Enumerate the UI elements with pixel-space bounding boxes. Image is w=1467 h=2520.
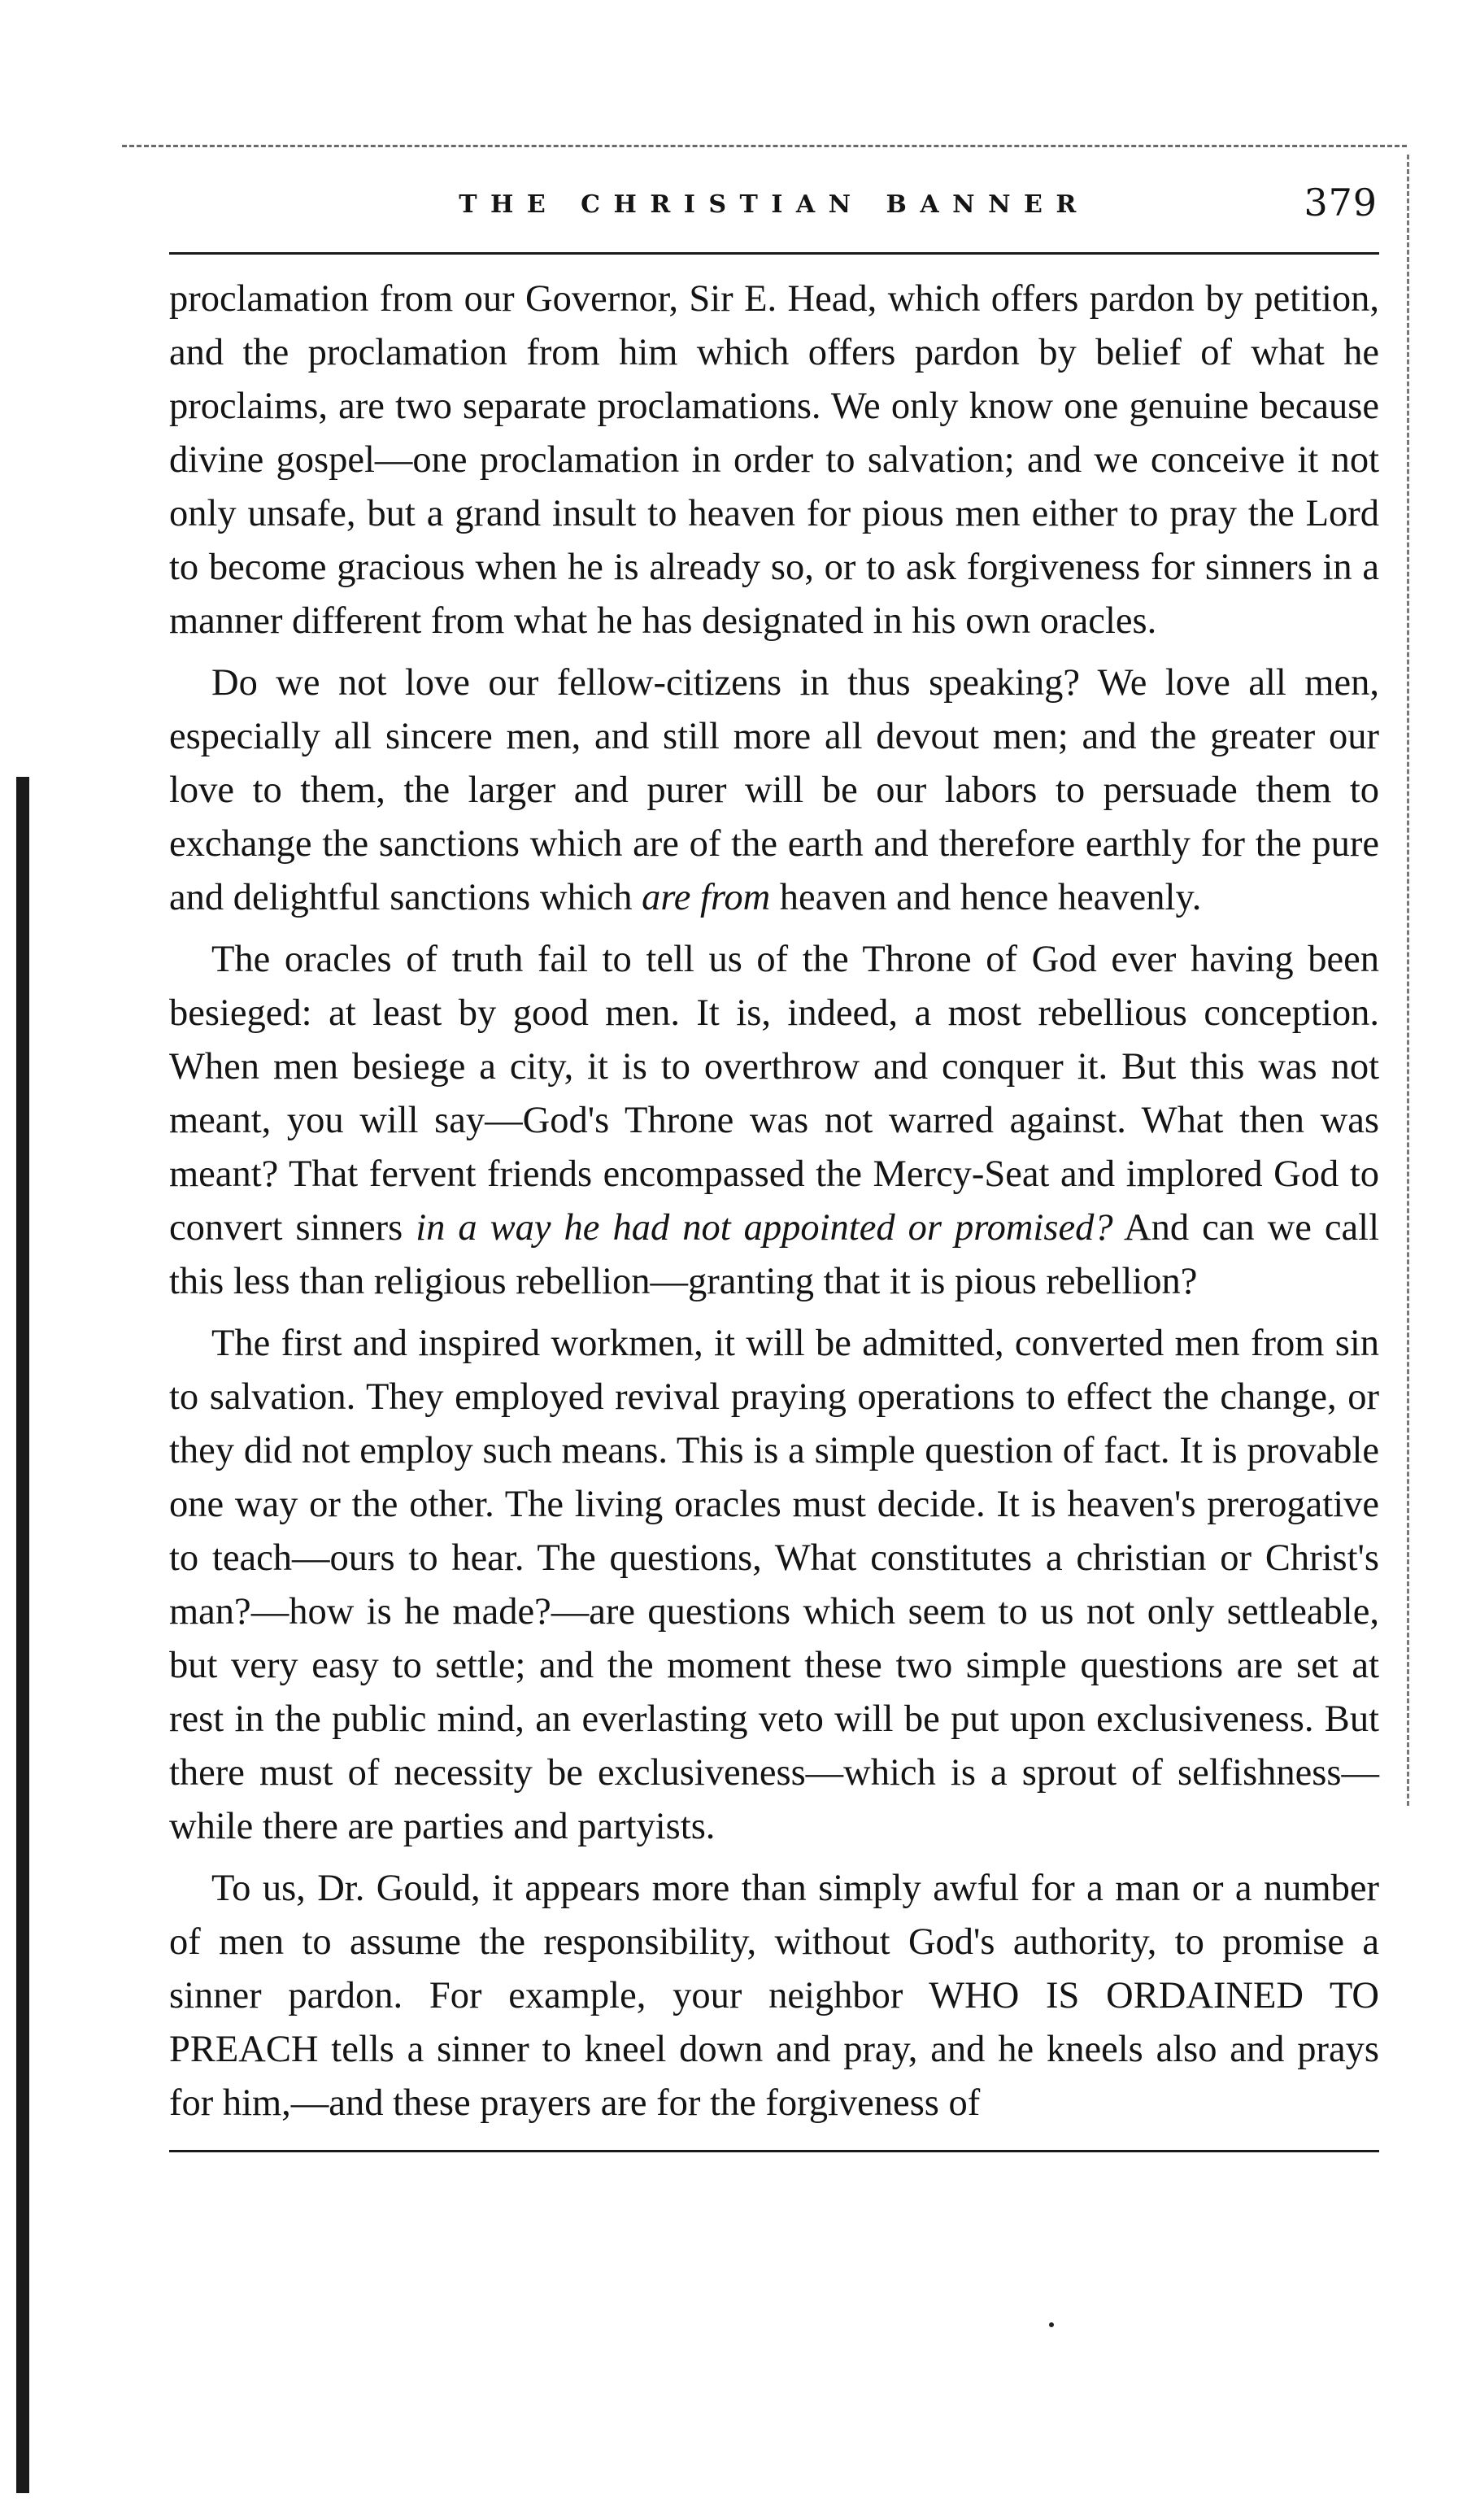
scan-right-edge (1407, 155, 1409, 1806)
paragraph-3-text-a: The oracles of truth fail to tell us of the Throne of God ever having been besieged: at least by good men. It is, indeed, a most rebellious conception. When men besiege a city, it is to overthrow and conquer it. But this was not meant, you will say—God's Throne was not warred against. What then was meant? That fervent friends encompassed the Mercy-Seat and implored God to convert sinners (169, 939, 1379, 1249)
paragraph-4 (169, 1317, 1379, 1854)
paragraph-1 (169, 272, 1379, 648)
running-title: THE CHRISTIAN BANNER (459, 190, 1090, 219)
page-header (169, 163, 1379, 244)
paragraph-2-text-a: Do we not love our fellow-citizens in thus speaking? We love all men, especially all sincere men, and still more all devout men; and the greater our love to them, the larger and purer will be our labors to persuade them to exchange the sanctions which are of the earth and therefore earthly for the pure and delightful sanctions which (169, 662, 1379, 918)
page-number: 379 (1304, 181, 1378, 225)
body-text (169, 272, 1379, 2130)
paragraph-1-text: proclamation from our Governor, Sir E. Head, which offers pardon by petition, and the proclamation from him which offers pardon by belief of what he proclaims, are two separate proclamations. We only know one genuine because divine gospel—one proclamation in order to salvation; and we conceive it not only unsafe, but a grand insult to heaven for pious men either to pray the Lord to become gracious when he is already so, or to ask forgiveness for sinners in a manner different from what he has designated in his own oracles. (169, 278, 1379, 642)
footer-rule (169, 2150, 1379, 2152)
paragraph-5-text: To us, Dr. Gould, it appears more than simply awful for a man or a number of men to assume the responsibility, without God's authority, to promise a sinner pardon. For example, your neighbor WHO IS ORDAINED TO PREACH tells a sinner to kneel down and pray, and he kneels also and prays for him,—and these prayers are for the forgiveness of (169, 1868, 1379, 2124)
paragraph-4-text: The first and inspired workmen, it will be admitted, converted men from sin to salvation. They employed revival praying operations to effect the change, or they did not employ such means. This is a simple question of fact. It is provable one way or the other. The living oracles must decide. It is heaven's prerogative to teach—ours to hear. The questions, What constitutes a christian or Christ's man?—how is he made?—are questions which seem to us not only settleable, but very easy to settle; and the moment these two simple questions are set at rest in the public mind, an everlasting veto will be put upon exclusiveness. But there must of necessity be exclusiveness—which is a sprout of selfishness—while there are parties and partyists. (169, 1323, 1379, 1847)
paragraph-2-text-b: heaven and hence heavenly. (779, 877, 1202, 918)
paragraph-3-text-b: And can we call this less than religious rebellion—granting that it is pious rebellion? (169, 1207, 1380, 1302)
book-page (169, 163, 1379, 2152)
paragraph-3 (169, 933, 1379, 1309)
scan-top-edge (122, 145, 1407, 147)
header-rule (169, 252, 1379, 255)
paragraph-5 (169, 1862, 1379, 2130)
scan-binding-shadow (16, 777, 29, 2493)
paragraph-2-italic: are from (642, 877, 771, 918)
scan-speck (1049, 2322, 1054, 2327)
paragraph-3-italic: in a way he had not appointed or promised? (416, 1207, 1113, 1249)
paragraph-2 (169, 656, 1379, 925)
